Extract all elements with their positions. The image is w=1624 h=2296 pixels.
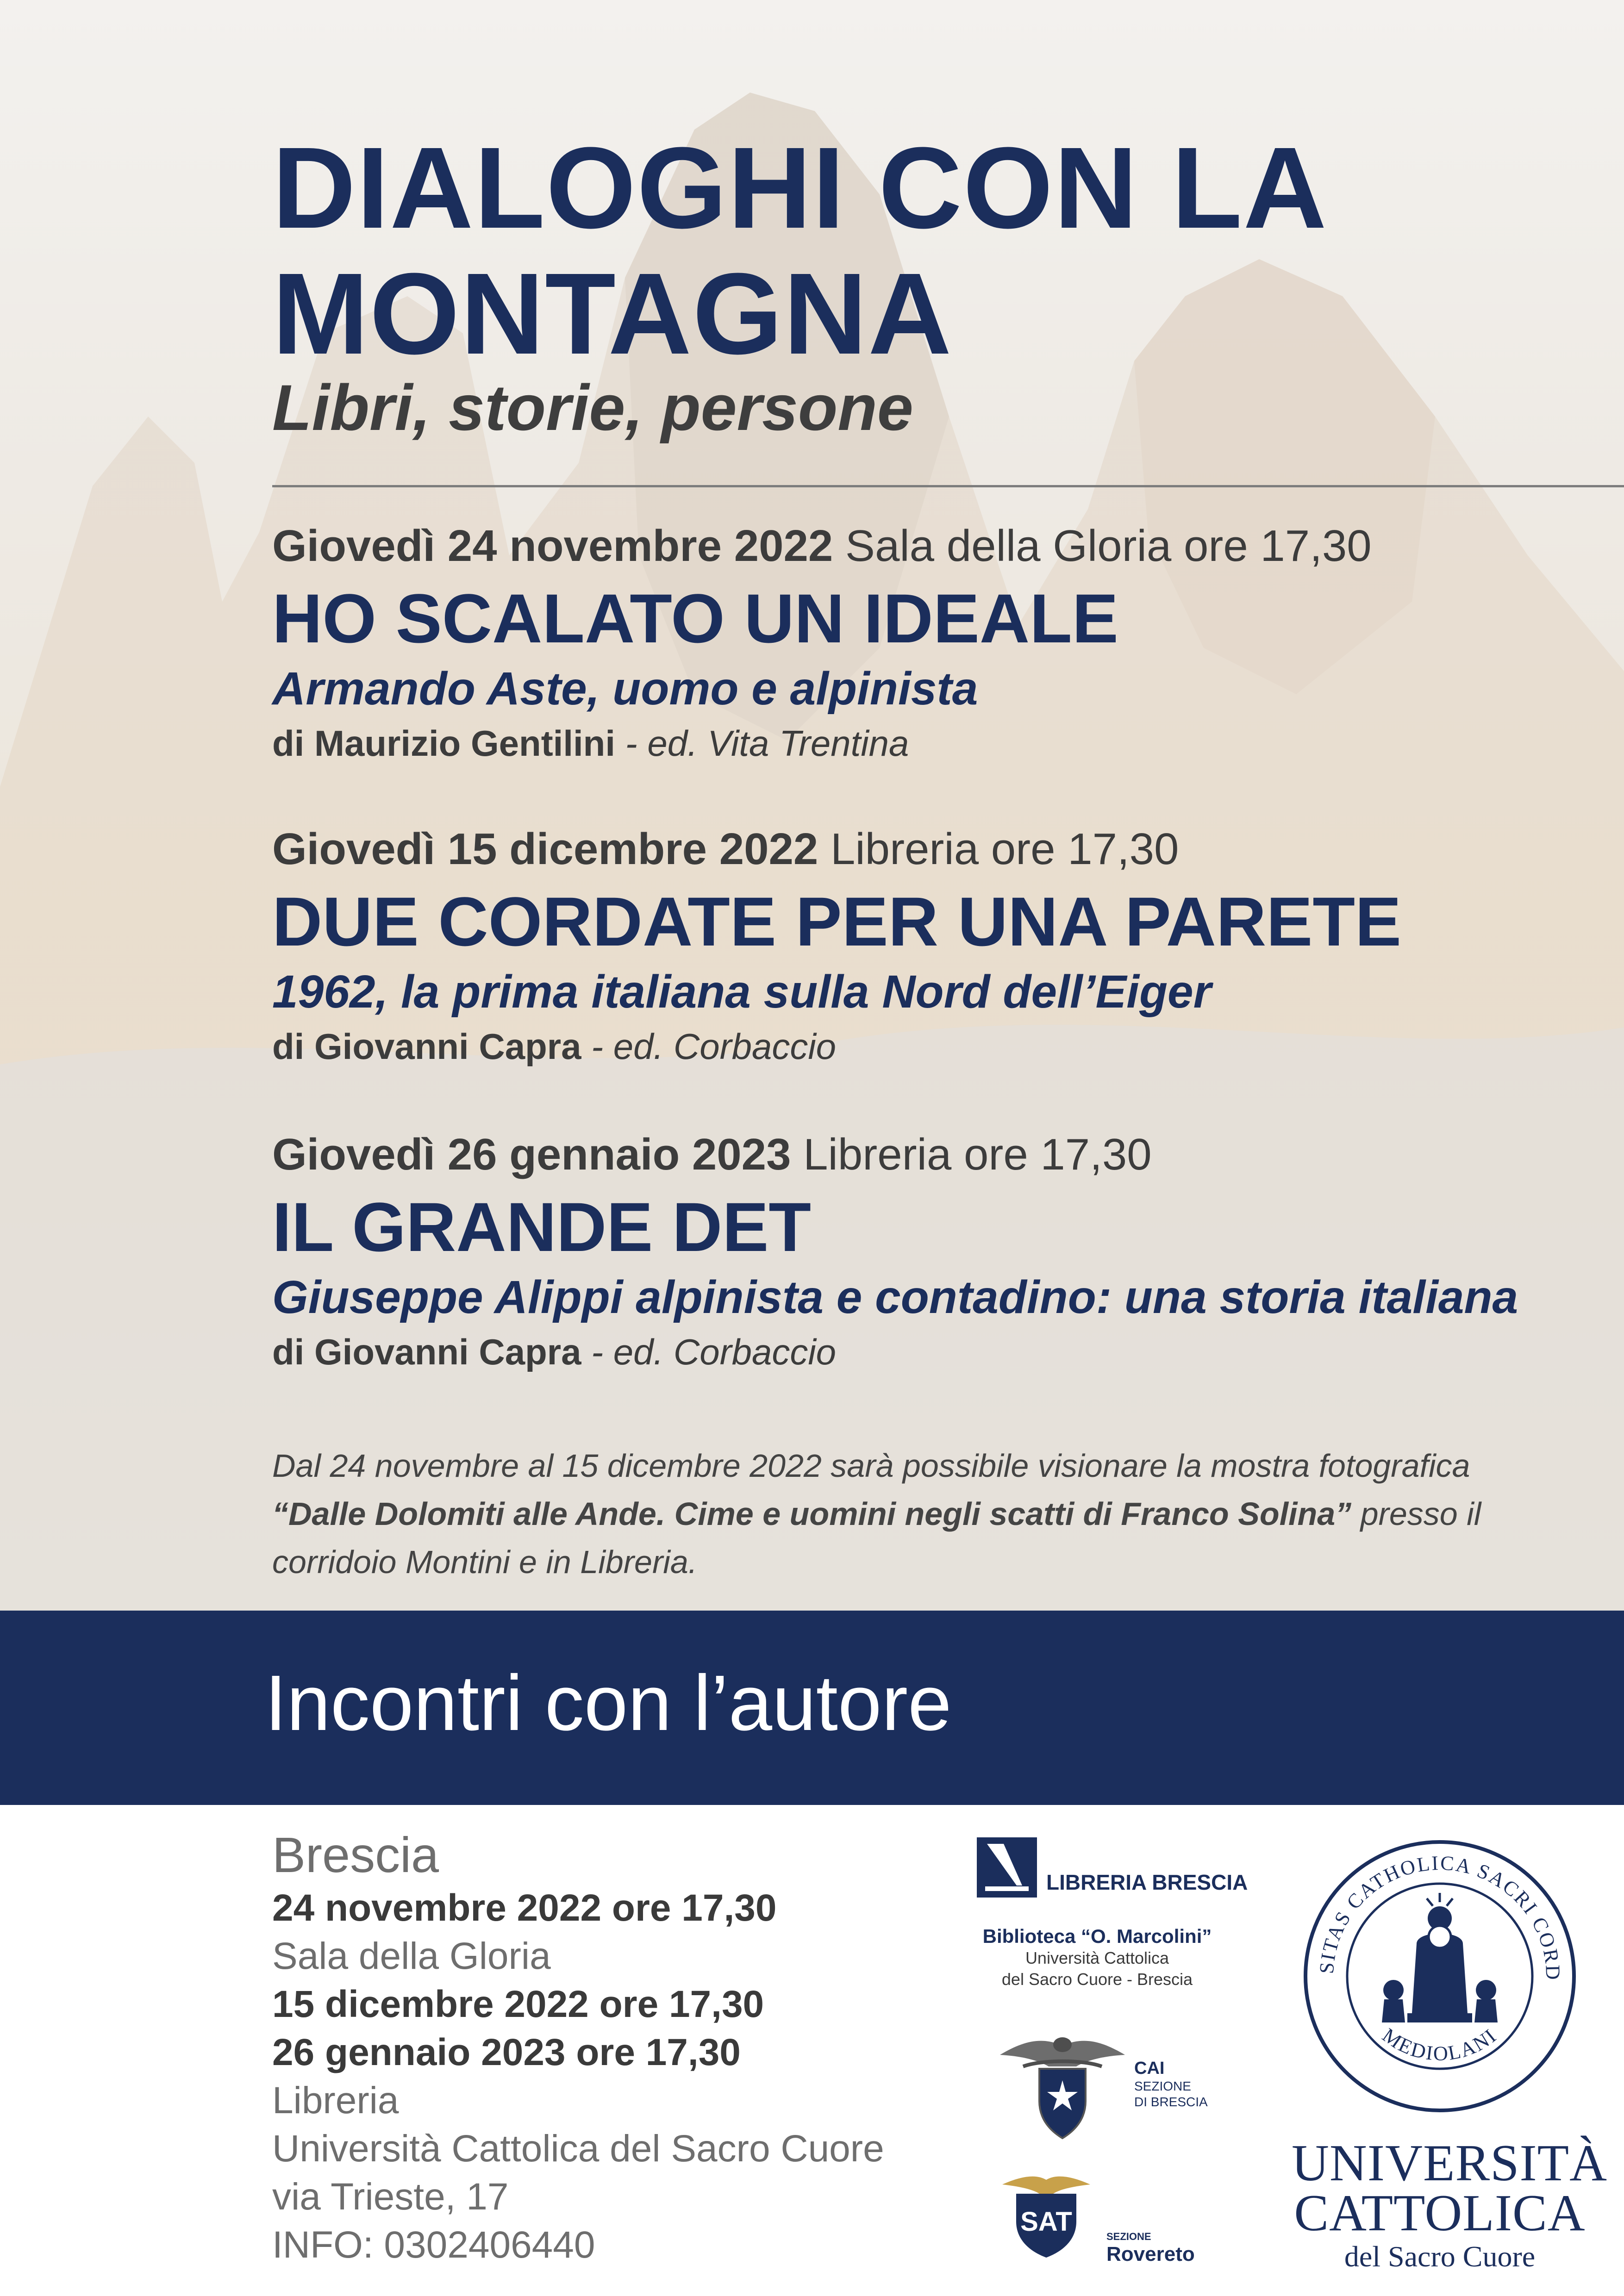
biblioteca-line2: del Sacro Cuore - Brescia: [1001, 1970, 1193, 1989]
event-author-line: [272, 1326, 1615, 1378]
info-address: via Trieste, 17: [272, 2176, 509, 2218]
sat-eagle-shield-icon: [1000, 2166, 1093, 2259]
event-subtitle: 1962, la prima italiana sulla Nord dell’Eiger: [272, 966, 1212, 1018]
event-author-line: [272, 717, 1615, 769]
banner-band: [0, 1611, 1624, 1805]
cai-logo: [995, 2022, 1208, 2145]
info-city: Brescia: [272, 1827, 439, 1883]
sat-mark: SAT: [1020, 2207, 1072, 2237]
event-publisher: - ed. Vita Trentina: [625, 723, 909, 764]
event-author: di Giovanni Capra: [272, 1332, 581, 1372]
event-1: [272, 518, 1615, 769]
biblioteca-title: Biblioteca “O. Marcolini”: [982, 1925, 1212, 1947]
university-name: [1292, 2134, 1607, 2275]
event-author: di Giovanni Capra: [272, 1026, 581, 1067]
note-outro: presso il corridoio Montini e in Libreria.: [272, 1496, 1481, 1580]
info-place-1: Sala della Gloria: [272, 1935, 551, 1977]
sat-logo: [1000, 2166, 1195, 2265]
biblioteca-line1: Università Cattolica: [1025, 1948, 1169, 1967]
event-date: Giovedì 15 dicembre 2022: [272, 824, 818, 874]
divider-line: [272, 485, 1624, 487]
biblioteca-logo: [968, 1925, 1227, 1990]
event-2: [272, 821, 1615, 1072]
note-exhibit-title: “Dalle Dolomiti alle Ande. Cime e uomini negli scatti di Franco Solina”: [272, 1496, 1352, 1532]
banner-label: Incontri con l’autore: [265, 1659, 952, 1747]
event-title: HO SCALATO UN IDEALE: [272, 579, 1118, 657]
main-title: DIALOGHI CON LA MONTAGNA: [272, 123, 1324, 378]
info-date-1: 24 novembre 2022 ore 17,30: [272, 1887, 777, 1929]
event-date-line: [272, 1127, 1615, 1182]
info-institution: Università Cattolica del Sacro Cuore: [272, 2128, 884, 2170]
info-phone: INFO: 0302406440: [272, 2224, 595, 2266]
cai-eagle-shield-icon: [995, 2022, 1130, 2143]
event-place-time: Libreria ore 17,30: [830, 824, 1179, 874]
cai-name: CAI: [1134, 2059, 1165, 2078]
sat-text: [1106, 2231, 1222, 2266]
uni-line-1: UNIVERSITÀ: [1292, 2134, 1607, 2192]
venue-info: [272, 1826, 967, 2269]
info-date-2: 15 dicembre 2022 ore 17,30: [272, 1983, 764, 2025]
note-intro: Dal 24 novembre al 15 dicembre 2022 sarà possibile visionare la mostra fotografica: [272, 1448, 1470, 1484]
uni-line-2: CATTOLICA: [1294, 2184, 1586, 2242]
event-publisher: - ed. Corbaccio: [591, 1026, 837, 1067]
event-3: [272, 1127, 1615, 1378]
sat-section: SEZIONE: [1106, 2231, 1151, 2242]
sat-city: Rovereto: [1106, 2243, 1195, 2265]
event-place-time: Libreria ore 17,30: [803, 1130, 1152, 1179]
cai-section-1: SEZIONE: [1134, 2079, 1191, 2093]
libreria-mark-icon: [977, 1837, 1037, 1898]
event-place-time: Sala della Gloria ore 17,30: [845, 521, 1372, 571]
event-author: di Maurizio Gentilini: [272, 723, 615, 764]
event-title: IL GRANDE DET: [272, 1188, 811, 1266]
uni-line-3: del Sacro Cuore: [1344, 2240, 1536, 2273]
event-subtitle: Armando Aste, uomo e alpinista: [272, 663, 978, 715]
exhibition-note: [272, 1442, 1550, 1586]
libreria-name: LIBRERIA BRESCIA: [1046, 1870, 1248, 1894]
event-date-line: [272, 518, 1615, 574]
seal-ring-bottom: MEDIOLANI: [1378, 2023, 1501, 2065]
event-date: Giovedì 24 novembre 2022: [272, 521, 833, 571]
info-date-3: 26 gennaio 2023 ore 17,30: [272, 2031, 741, 2073]
main-subtitle: Libri, storie, persone: [272, 371, 913, 444]
cai-section-2: DI BRESCIA: [1134, 2095, 1208, 2109]
university-seal: [1301, 1837, 1579, 2117]
university-seal-icon: [1301, 1837, 1579, 2115]
event-title: DUE CORDATE PER UNA PARETE: [272, 883, 1402, 960]
cai-text: [1134, 2059, 1227, 2110]
event-author-line: [272, 1020, 1615, 1072]
event-publisher: - ed. Corbaccio: [591, 1332, 837, 1372]
info-place-2: Libreria: [272, 2079, 399, 2122]
event-date-line: [272, 821, 1615, 877]
event-subtitle: Giuseppe Alippi alpinista e contadino: una storia italiana: [272, 1271, 1518, 1323]
event-date: Giovedì 26 gennaio 2023: [272, 1130, 791, 1179]
seal-ring-top: SITAS CATHOLICA SACRI CORD: [1315, 1851, 1565, 1982]
